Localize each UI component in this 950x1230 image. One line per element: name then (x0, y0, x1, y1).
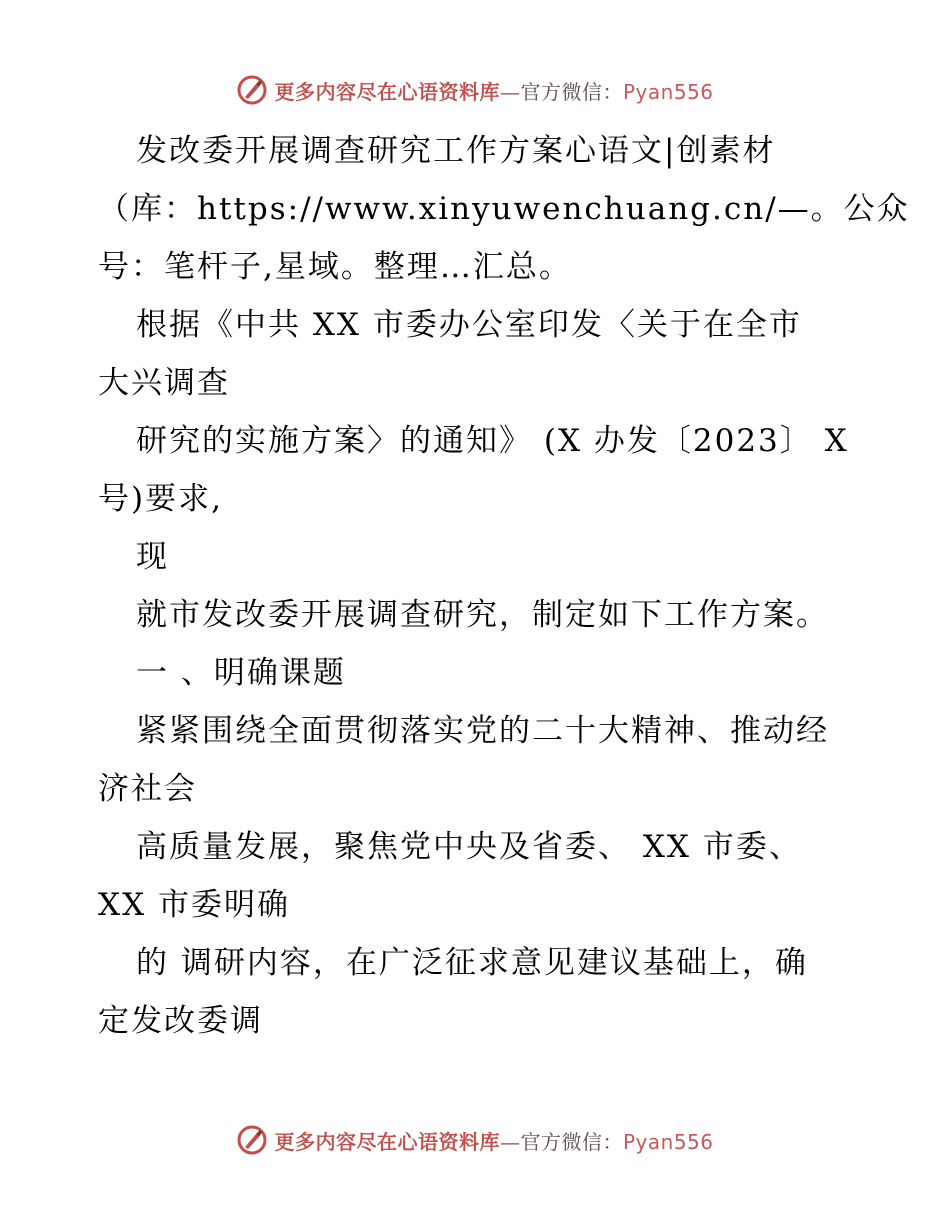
banner-official-label: 官方微信： (520, 1129, 623, 1154)
text-line: 定发改委调 (98, 1003, 263, 1039)
text-line: XX 市委明确 (98, 887, 290, 923)
pen-logo-icon (236, 74, 268, 106)
document-body (98, 122, 910, 1050)
banner-dash: — (499, 79, 521, 104)
text-line: 根据《中共 XX 市委办公室印发〈关于在全市 (136, 307, 802, 343)
text-line: 高质量发展，聚焦党中央及省委、 XX 市委、 (136, 829, 802, 865)
header-banner (0, 70, 950, 110)
text-line: 就市发改委开展调查研究，制定如下工作方案。 (136, 597, 829, 633)
text-line: 现 (136, 539, 169, 575)
banner-text (274, 1126, 713, 1155)
footer-banner (0, 1120, 950, 1160)
banner-main-text: 更多内容尽在心语资料库 (274, 79, 500, 104)
banner-main-text: 更多内容尽在心语资料库 (274, 1129, 500, 1154)
pen-logo-icon (236, 1124, 268, 1156)
text-line: 号)要求, (98, 481, 223, 517)
banner-wechat-id: Pyan556 (622, 1129, 714, 1154)
text-line: 发改委开展调查研究工作方案心语文|创素材 (136, 133, 776, 169)
text-line: 紧紧围绕全面贯彻落实党的二十大精神、推动经 (136, 713, 829, 749)
banner-dash: — (499, 1129, 521, 1154)
banner-official-label: 官方微信： (520, 79, 623, 104)
text-line: 济社会 (98, 771, 197, 807)
text-line: 大兴调查 (98, 365, 230, 401)
text-line: （库：https://www.xinyuwenchuang.cn/—。公众 (98, 191, 910, 227)
banner-text (274, 76, 713, 105)
text-line: 号：笔杆子,星域。整理…汇总。 (98, 249, 572, 285)
text-line: 研究的实施方案〉的通知》 (X 办发〔2023〕 X (136, 423, 849, 459)
banner-wechat-id: Pyan556 (622, 79, 714, 104)
text-line: 的 调研内容，在广泛征求意见建议基础上，确 (136, 945, 808, 981)
text-line: 一 、明确课题 (136, 655, 346, 691)
